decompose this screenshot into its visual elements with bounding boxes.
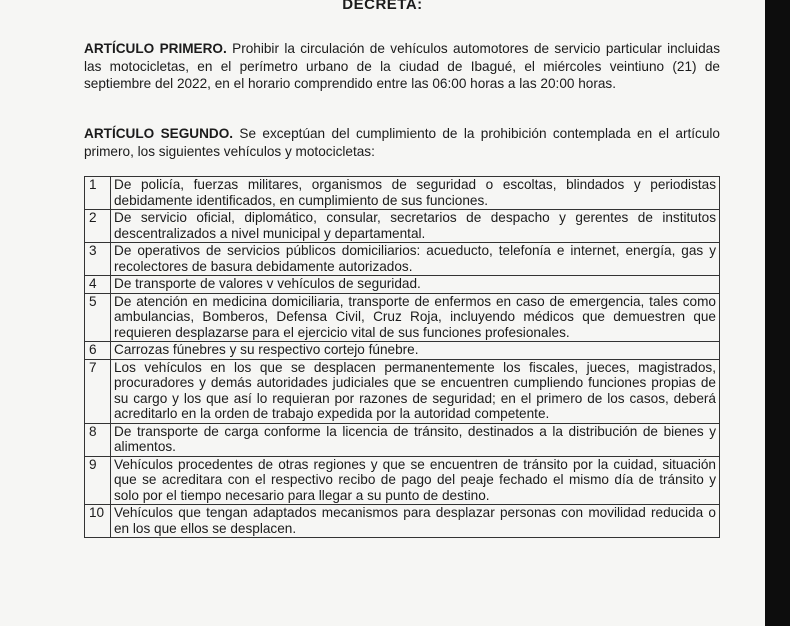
row-text: De transporte de carga conforme la licencia de tránsito, destinados a la distribución de bienes y alimentos. [111, 423, 720, 456]
row-number: 4 [85, 276, 111, 294]
table-row [85, 456, 720, 505]
row-number: 6 [85, 342, 111, 360]
article-first-text: Prohibir la circulación de vehículos automotores de servicio particular incluidas las motocicletas, en el perímetro urbano de la ciudad de Ibagué, el miércoles veintiuno (21) de septiembre del 2022, en el horario comprendido entre las 06:00 horas a las 20:00 horas. [84, 41, 720, 91]
article-second [84, 125, 720, 160]
article-first [84, 40, 720, 93]
row-number: 8 [85, 423, 111, 456]
row-number: 3 [85, 243, 111, 276]
table-row [85, 276, 720, 294]
table-row [85, 210, 720, 243]
decree-heading: DECRETA: [342, 0, 423, 13]
table-row [85, 359, 720, 423]
article-second-text: Se exceptúan del cumplimiento de la prohibición contemplada en el artículo primero, los siguientes vehículos y motocicletas: [84, 126, 720, 159]
row-text: Carrozas fúnebres y su respectivo cortejo fúnebre. [111, 342, 720, 360]
row-text: De policía, fuerzas militares, organismos de seguridad o escoltas, blindados y periodistas debidamente identificados, en cumplimiento de sus funciones. [111, 177, 720, 210]
row-number: 10 [85, 505, 111, 538]
table-row [85, 423, 720, 456]
row-number: 9 [85, 456, 111, 505]
row-number: 2 [85, 210, 111, 243]
row-text: De operativos de servicios públicos domiciliarios: acueducto, telefonía e internet, energía, gas y recolectores de basura debidamente autorizados. [111, 243, 720, 276]
row-text: De transporte de valores v vehículos de seguridad. [111, 276, 720, 294]
article-first-title: ARTÍCULO PRIMERO. [84, 41, 227, 56]
row-text: Los vehículos en los que se desplacen permanentemente los fiscales, jueces, magistrados, procuradores y demás autoridades judiciales que se encuentren cumpliendo funciones propias de su cargo y los que así lo requieran por razones de seguridad; en el primero de los casos, deberá acreditarlo en la orden de trabajo expedida por la autoridad competente. [111, 359, 720, 423]
row-number: 5 [85, 293, 111, 342]
table-row [85, 177, 720, 210]
article-second-title: ARTÍCULO SEGUNDO. [84, 126, 234, 141]
table-row [85, 342, 720, 360]
table-row [85, 505, 720, 538]
exceptions-table [84, 176, 720, 538]
row-text: Vehículos procedentes de otras regiones y que se encuentren de tránsito por la cuidad, situación que se acreditara con el respectivo recibo de pago del peaje fechado el mismo día de tránsito y solo por el tiempo necesario para llegar a su punto de destino. [111, 456, 720, 505]
screen-edge [765, 0, 790, 626]
row-text: De atención en medicina domiciliaria, transporte de enfermos en caso de emergencia, tales como ambulancias, Bomberos, Defensa Civil, Cruz Roja, incluyendo médicos que demuestren que requieren desplazarse para el ejercicio vital de sus funciones profesionales. [111, 293, 720, 342]
row-text: Vehículos que tengan adaptados mecanismos para desplazar personas con movilidad reducida o en los que ellos se desplacen. [111, 505, 720, 538]
table-row [85, 243, 720, 276]
row-number: 7 [85, 359, 111, 423]
row-text: De servicio oficial, diplomático, consular, secretarios de despacho y gerentes de institutos descentralizados a nivel municipal y departamental. [111, 210, 720, 243]
row-number: 1 [85, 177, 111, 210]
table-row [85, 293, 720, 342]
